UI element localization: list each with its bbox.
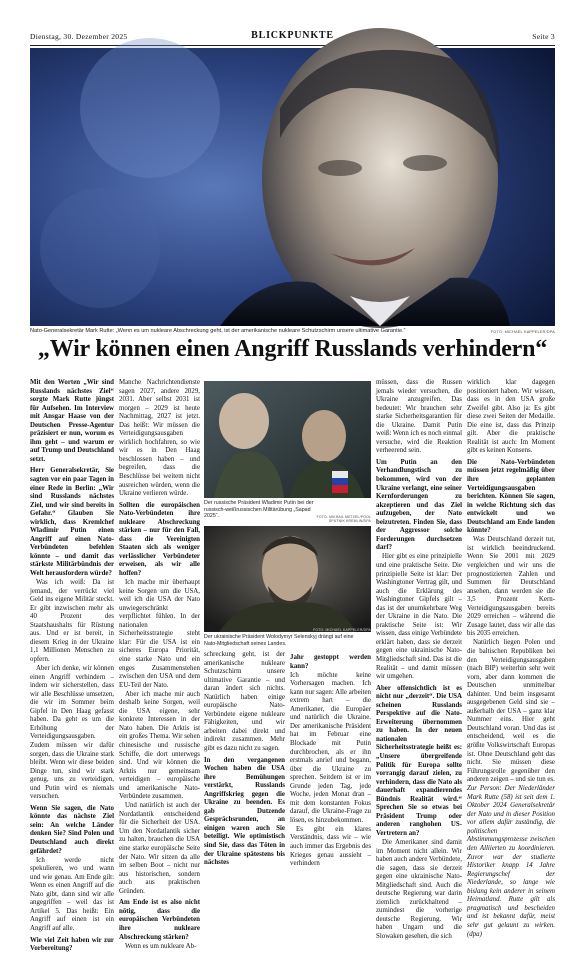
header-rule [30,45,555,46]
article-column-3 [204,651,285,867]
interview-question: Aber offensichtlich ist es nicht nur „derzeit“. Die USA scheinen Russlands Perspektive auf die Nato-Erweiterung übernommen zu haben. In der neuen nationalen Sicherheitsstrategie heißt es: „Unsere übergreifende Politik für Europa sollte vorrangig darauf zielen, zu verhindern, dass die Nato als dauerhaft expandierendes Bündnis Realität wird.“ Sprechen Sie so etwas bei Präsident Trump oder anderen ranghohen US-Vertretern an? [376,684,462,837]
interview-question: Jahr gestoppt werden kann? [290,654,371,670]
article-paragraph: wirklich klar dagegen positioniert haben. Wir wissen, dass es in den USA große Zweifel gibt. Also ja: Es gibt diese zwei Seiten der Medaille. Die eine ist, dass das Prinzip gilt. Aber die praktische Realität ist auch: Im Moment gibt es keinen Konsens. [467,379,555,455]
article-column-5 [376,379,463,940]
article-paragraph: Manche Nachrichtendienste sagen 2027, andere 2029, 2031. Aber selbst 2031 ist morgen – 2029 ist heute Nachmittag, 2027 ist jetzt. Das heißt: Wir müssen die Verteidigungsausgaben wirklich hochfahren, so wie wir es in Den Haag beschlossen haben – und begreifen, dass die Beschlüsse bei weitem nicht ausreichen würden, wenn die Ukraine verlieren würde. [119,379,200,498]
main-photo-rutte [30,48,555,326]
article-paragraph: Die Amerikaner sind damit im Moment nicht allein. Wir haben auch andere Verbündete, die sagen, dass sie derzeit gegen eine ukrainische Nato-Mitgliedschaft sind. Auch die deutsche Regierung war darin ziemlich zurückhaltend – zumindest die vorherige deutsche Regierung. Wir haben Ungarn und die Slowaken gesehen, die sich [376,838,462,940]
article-paragraph: müssen, dass die Russen jemals wieder versuchen, die Ukraine anzugreifen. Das bedeutet: Wir brauchen sehr starke Sicherheitsgarantien für die Ukraine. Damit Putin weiß: Wenn ich es noch einmal versuche, wird die Reaktion verheerend sein. [376,379,463,455]
interview-question: Sollten die europäischen Nato-Verbündeten ihre nukleare Abschreckung stärken – nur für den Fall, dass die Vereinigten Staaten sich als weniger verlässlicher Verbündeter erweisen, als wir alle hoffen? [119,501,200,578]
article-column-4 [290,651,371,868]
header-date: Dienstag, 30. Dezember 2025 [30,32,128,41]
article-paragraph: Hier gibt es eine prinzipielle und eine praktische Seite. Die prinzipielle Seite ist klar: Der Washingtoner Vertrag gilt, und auch die Erklärung des Washingtoner Gipfels gilt – das ist der unumkehrbare Weg der Ukraine in die Nato. Die praktische Seite ist: Wir wissen, dass einige Verbündete erklärt haben, dass sie derzeit gegen eine ukrainische Nato-Mitgliedschaft sind. Das ist die Realität – und damit müssen wir umgehen. [376,553,462,681]
article-paragraph: Was Deutschland derzeit tut, ist wirklich beeindruckend. Wenn Sie 2001 mit 2029 vergleichen und wir uns die prognostizierten Zahlen und Summen für Deutschland ansehen, dann werden sie die 3,5 Prozent Kern-Verteidigungsausgaben bereits 2029 erreichen – während die Zusage lautet, dass wir alle das bis 2035 erreichen. [467,536,555,638]
article-paragraph: Ich werde nicht spekulieren, wo und wann und wie genau. Am Ende gilt: Wenn es einen Angriff auf die Nato gibt, dann sind wir alle angegriffen – weil das ist Artikel 5. Das heißt: Ein Angriff auf einen ist ein Angriff auf alle. [30,856,114,932]
photo-selenskyj-credit: FOTO: MICHAEL KAPPELER/DPA [313,628,371,632]
article-paragraph: Natürlich liegen Polen und die baltischen Republiken bei den Verteidigungsausgaben (nach BIP) weiterhin sehr weit vorn, aber dann kommen die Deutschen unmittelbar dahinter. Und beim insgesamt ausgegebenen Geld sind sie – außerhalb der USA – ganz klar Nummer eins. Hier geht Deutschland voran. Und das ist entscheidend, weil es die größte Volkswirtschaft Europas ist. Ohne Deutschland geht das nicht. Sie müssen diese Führungsrolle gegenüber den anderen zeigen – und sie tun es. [467,639,555,784]
interview-question: Um Putin an den Verhandlungstisch zu bekommen, wird von der Ukraine verlangt, eine seiner Kernforderungen zu akzeptieren und das Ziel aufzugeben, der Nato beizutreten. Finden Sie, dass der Aggressor solche Forderungen durchsetzen darf? [376,458,462,552]
article-paragraph: Aber ich mache mir auch deshalb keine Sorgen, weil die USA eigene, sehr konkrete Interessen in der Nato haben. Die Arktis ist ein großes Thema. Wir sehen chinesische und russische Schiffe, die dort unterwegs sind. Und wir können die Arktis nur gemeinsam verteidigen – europäische und amerikanische Nato-Verbündete zusammen. [119,690,200,801]
article-paragraph: Was ich weiß: Da ist jemand, der verrückt viel Geld ins eigene Militär steckt. Er gibt inzwischen mehr als 40 Prozent des Staatshaushalts für Rüstung aus. Und er ist bereit, in diesem Krieg in der Ukraine 1,1 Millionen Menschen zu opfern. [30,579,114,663]
article-headline: „Wir können einen Angriff Russlands verhindern“ [37,336,548,362]
photo-putin-caption: Der russische Präsident Wladimir Putin bei der russisch-weißrussischen Militärübung „Sapad 2025“. [204,500,314,520]
article-paragraph: Es gibt ein klares Verständnis, dass wir – wie auch immer das Ergebnis des Krieges genau aussieht – verhindern [290,825,371,868]
photo-selenskyj [204,526,371,632]
main-photo-caption: Nato-Generalsekretär Mark Rutte: „Wenn es um nukleare Abschreckung geht, ist der amerikanische nukleare Schutzschirm unsere ultimative Garantie.“ [30,328,406,334]
article-paragraph: Ich möchte keine Vorhersagen machen. Ich kann nur sagen: Alle arbeiten extrem hart – die Amerikaner, die Europäer und natürlich die Ukraine. Der amerikanische Präsident hat im Februar eine Blockade mit Putin durchbrochen, als er ihn erstmals anrief und begann, über die Ukraine zu sprechen. Seitdem ist er im Grunde jeden Tag, jede Woche, jeden Monat dran – mit dem konstanten Fokus darauf, die Ukraine-Frage zu lösen, es hinzubekommen. [290,671,371,824]
photo-putin [204,381,371,498]
article-column-6 [467,379,555,938]
interview-question: Die Nato-Verbündeten müssen jetzt regelmäßig über ihre geplanten Verteidigungsausgaben berichten. Können Sie sagen, in welche Richtung sich das entwickelt und wo Deutschland am Ende landen könnte? [467,458,555,535]
article-paragraph: Und natürlich ist auch der Nordatlantik entscheidend für die Sicherheit der USA. Um den Nordatlantik sicher zu halten, brauchen die USA eine starke europäische Seite der Nato. Wir sitzen da alle im selben Boot – nicht nur aus historischen, sondern auch aus praktischen Gründen. [119,802,200,895]
article-column-2 [119,379,200,950]
article-paragraph: Wenn es um nukleare Ab- [125,942,197,950]
header-section: BLICKPUNKTE [251,30,334,41]
article-column-1 [30,379,114,953]
article-paragraph: Mit den Worten „Wir sind Russlands nächstes Ziel“ sorgte Mark Rutte jüngst für Aufsehen. Im Interview mit Ansgar Haase von der Deutschen Presse-Agentur präzisiert er nun, worum es ihm geht – und warum er auf Trump und Deutschland setzt. [30,379,114,463]
photo-putin-credit: FOTO: MIKHAIL METZEL/POOL SPUTNIK KREMLIN/DPA [316,515,371,523]
interview-question: Herr Generalsekretär, Sie sagten vor ein paar Tagen in einer Rede in Berlin: „Wir sind Russlands nächstes Ziel, und wir sind bereits in Gefahr.“ Glauben Sie wirklich, dass Kremlchef Wladimir Putin einen Angriff auf einen Nato-Verbündeten befehlen könnte – und damit das stärkste Militärbündnis der Welt herausfordern würde? [30,467,114,578]
interview-question: Am Ende ist es also nicht nötig, dass die europäischen Verbündeten ihre nukleare Abschreckung stärken? [119,899,200,941]
interview-question: In den vergangenen Wochen haben die USA ihre Bemühungen verstärkt, Russlands Angriffskrieg gegen die Ukraine zu beenden. Es gab Dutzende Gesprächsrunden, an einigen waren auch Sie beteiligt. Wie optimistisch sind Sie, dass das Töten in der Ukraine spätestens bis nächstes [204,756,285,867]
article-paragraph: Ich mache mir überhaupt keine Sorgen um die USA, weil ich die USA der Nato unwiegerschränkt verpflichtet fühlen. In der nationalen Sicherheitsstrategie steht klar: Für die USA ist ein sicheres Europa Priorität, eine starke Nato und ein enges Zusammenstehen zwischen den USA und dem EU-Teil der Nato. [119,579,200,689]
article-paragraph: schreckung geht, ist der amerikanische nukleare Schutzschirm unsere ultimative Garantie – und daran ändert sich nichts. Natürlich haben einige europäische Nato-Verbündete eigene nukleare Fähigkeiten, und wir arbeiten dabei direkt und indirekt zusammen. Mehr gibt es dazu nicht zu sagen. [204,651,285,753]
article-paragraph: Aber ich denke, wir können einen Angriff verhindern – indem wir sicherstellen, dass wir alle Beschlüsse umsetzen, die wir im Sommer beim Gipfel in Den Haag gefasst haben. Da geht es um die Erhöhung der Verteidigungsausgaben. Zudem müssen wir dafür sorgen, dass die Ukraine stark bleibt. Wenn wir diese beiden Dinge tun, sind wir stark genug, uns zu verteidigen, und Putin wird es niemals versuchen. [30,665,114,801]
photo-selenskyj-caption: Der ukrainische Präsident Wolodymyr Selenskyj drängt auf eine Nato-Mitgliedschaft seines Landes. [204,634,354,647]
interview-question: Wie viel Zeit haben wir zur Vorbereitung? [30,936,114,953]
main-photo-credit: FOTO: MICHAEL KAPPELER/DPA [490,330,555,334]
author-bio: Zur Person: Der Niederländer Mark Rutte (58) ist seit dem 1. Oktober 2024 Generalsekretär der Nato und in dieser Position vor allem dafür zuständig, die politischen Abstimmungsprozesse zwischen den Alliierten zu koordinieren. Zuvor war der studierte Historiker knapp 14 Jahre Regierungschef der Niederlande, so lange wie bislang kein anderer in seinem Heimatland. Rutte gilt als pragmatisch und bescheiden und ist bekannt dafür, meist sehr gut gelaunt zu wirken. (dpa) [467,785,555,938]
page-header [30,30,555,44]
interview-question: Wenn Sie sagen, die Nato könnte das nächste Ziel sein: An welche Länder denken Sie? Sind Polen und Deutschland auch direkt gefährdet? [30,804,114,855]
header-page-number: Seite 3 [532,32,555,41]
